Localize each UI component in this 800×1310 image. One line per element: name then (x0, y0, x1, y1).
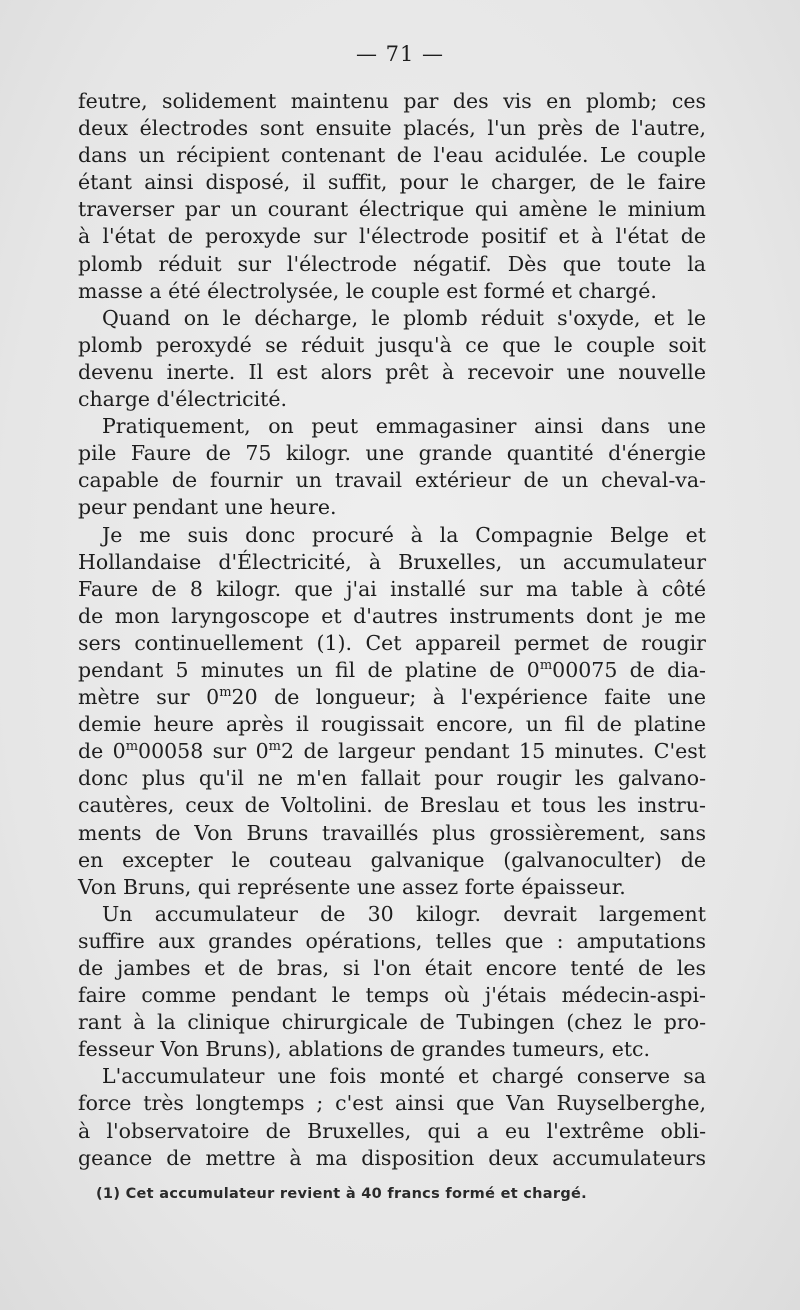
text-line (78, 88, 706, 115)
text-line (78, 196, 706, 223)
text-segment: sers continuellement (1). Cet appareil permet de rougir (78, 630, 706, 655)
text-line (78, 549, 706, 576)
text-line (78, 1063, 706, 1090)
text-segment: étant ainsi disposé, il suffit, pour le charger, de le faire (78, 170, 706, 195)
text-segment: dans un récipient contenant de l'eau acidulée. Le couple (78, 143, 706, 168)
text-segment: Von Bruns, qui représente une assez forte épaisseur. (78, 874, 626, 899)
text-line (78, 1036, 706, 1063)
text-segment: peur pendant une heure. (78, 495, 337, 520)
text-segment: de mon laryngoscope et d'autres instruments dont je me (78, 603, 706, 628)
text-segment: fesseur Von Bruns), ablations de grandes tumeurs, etc. (78, 1037, 651, 1062)
text-line (78, 332, 706, 359)
text-segment: Quand on le décharge, le plomb réduit s'oxyde, et le (102, 305, 706, 330)
text-line (78, 901, 706, 928)
text-segment: traverser par un courant électrique qui amène le minium (78, 197, 706, 222)
text-line (78, 847, 706, 874)
text-segment: charge d'électricité. (78, 387, 288, 412)
text-segment: à l'observatoire de Bruxelles, qui a eu l'extrême obli- (78, 1118, 706, 1143)
text-line (78, 928, 706, 955)
text-line (78, 522, 706, 549)
text-segment: donc plus qu'il ne m'en fallait pour rougir les galvano- (78, 766, 706, 791)
text-segment: Un accumulateur de 30 kilogr. devrait largement (102, 901, 706, 926)
text-line (78, 982, 706, 1009)
text-segment: Faure de 8 kilogr. que j'ai installé sur ma table à côté (78, 576, 706, 601)
text-line (78, 440, 706, 467)
text-line (78, 1090, 706, 1117)
text-line (78, 955, 706, 982)
text-segment: deux électrodes sont ensuite placés, l'un près de l'autre, (78, 116, 706, 141)
text-line (78, 1009, 706, 1036)
text-line (78, 278, 706, 305)
text-segment: en excepter le couteau galvanique (galvanoculter) de (78, 847, 706, 872)
text-line (78, 684, 706, 711)
text-segment: faire comme pendant le temps où j'étais médecin-aspi- (78, 983, 706, 1008)
text-line (78, 223, 706, 250)
text-segment: masse a été électrolysée, le couple est formé et chargé. (78, 278, 657, 303)
text-line (78, 142, 706, 169)
text-segment: Hollandaise d'Électricité, à Bruxelles, un accumulateur (78, 549, 706, 574)
text-line (78, 792, 706, 819)
text-line (78, 765, 706, 792)
unit-superscript: m (219, 685, 232, 701)
text-line (78, 1118, 706, 1145)
text-segment: 20 de longueur; à l'expérience faite une (231, 685, 706, 710)
text-line (78, 386, 706, 413)
text-segment: 00058 sur 0 (138, 739, 269, 764)
text-segment: L'accumulateur une fois monté et chargé conserve sa (102, 1064, 706, 1089)
text-segment: devenu inerte. Il est alors prêt à recevoir une nouvelle (78, 359, 706, 384)
text-line (78, 359, 706, 386)
text-segment: de 0 (78, 739, 126, 764)
text-line (78, 1145, 706, 1172)
text-segment: force très longtemps ; c'est ainsi que Van Ruyselberghe, (78, 1091, 706, 1116)
text-line (78, 251, 706, 278)
text-line (78, 467, 706, 494)
text-line (78, 630, 706, 657)
page-number: — 71 — (355, 42, 445, 66)
text-segment: ments de Von Bruns travaillés plus grossièrement, sans (78, 820, 706, 845)
text-segment: geance de mettre à ma disposition deux accumulateurs (78, 1145, 706, 1170)
unit-superscript: m (268, 739, 281, 755)
text-segment: demie heure après il rougissait encore, un fil de platine (78, 712, 706, 737)
text-segment: de jambes et de bras, si l'on était encore tenté de les (78, 956, 706, 980)
text-segment: mètre sur 0 (78, 685, 220, 710)
text-line (78, 874, 706, 901)
text-line (78, 711, 706, 738)
text-segment: 2 de largeur pendant 15 minutes. C'est (281, 739, 706, 764)
text-segment: capable de fournir un travail extérieur de un cheval-va- (78, 468, 706, 493)
text-segment: 00075 de dia- (552, 657, 706, 682)
text-line (78, 576, 706, 603)
text-line (78, 115, 706, 142)
text-segment: rant à la clinique chirurgicale de Tubingen (chez le pro- (78, 1010, 706, 1035)
text-segment: pendant 5 minutes un fil de platine de 0 (78, 657, 540, 682)
text-segment: cautères, ceux de Voltolini. de Breslau et tous les instru- (78, 793, 706, 818)
text-segment: Je me suis donc procuré à la Compagnie Belge et (102, 522, 706, 547)
body-text (78, 88, 706, 1172)
text-segment: feutre, solidement maintenu par des vis en plomb; ces (78, 89, 706, 113)
text-segment: Pratiquement, on peut emmagasiner ainsi dans une (102, 414, 706, 439)
text-line (78, 413, 706, 440)
text-line (78, 657, 706, 684)
text-line (78, 820, 706, 847)
text-line (78, 603, 706, 630)
unit-superscript: m (125, 739, 139, 755)
text-line (78, 494, 706, 521)
text-segment: plomb réduit sur l'électrode négatif. Dès que toute la (78, 251, 706, 276)
text-line (78, 738, 706, 765)
text-segment: suffire aux grandes opérations, telles que : amputations (78, 928, 706, 953)
text-line (78, 169, 706, 196)
text-segment: pile Faure de 75 kilogr. une grande quantité d'énergie (78, 441, 706, 466)
footnote: (1) Cet accumulateur revient à 40 francs formé et chargé. (96, 1186, 587, 1202)
text-segment: plomb peroxydé se réduit jusqu'à ce que le couple soit (78, 332, 706, 357)
text-line (78, 305, 706, 332)
text-segment: à l'état de peroxyde sur l'électrode positif et à l'état de (78, 224, 706, 249)
unit-superscript: m (539, 657, 553, 673)
